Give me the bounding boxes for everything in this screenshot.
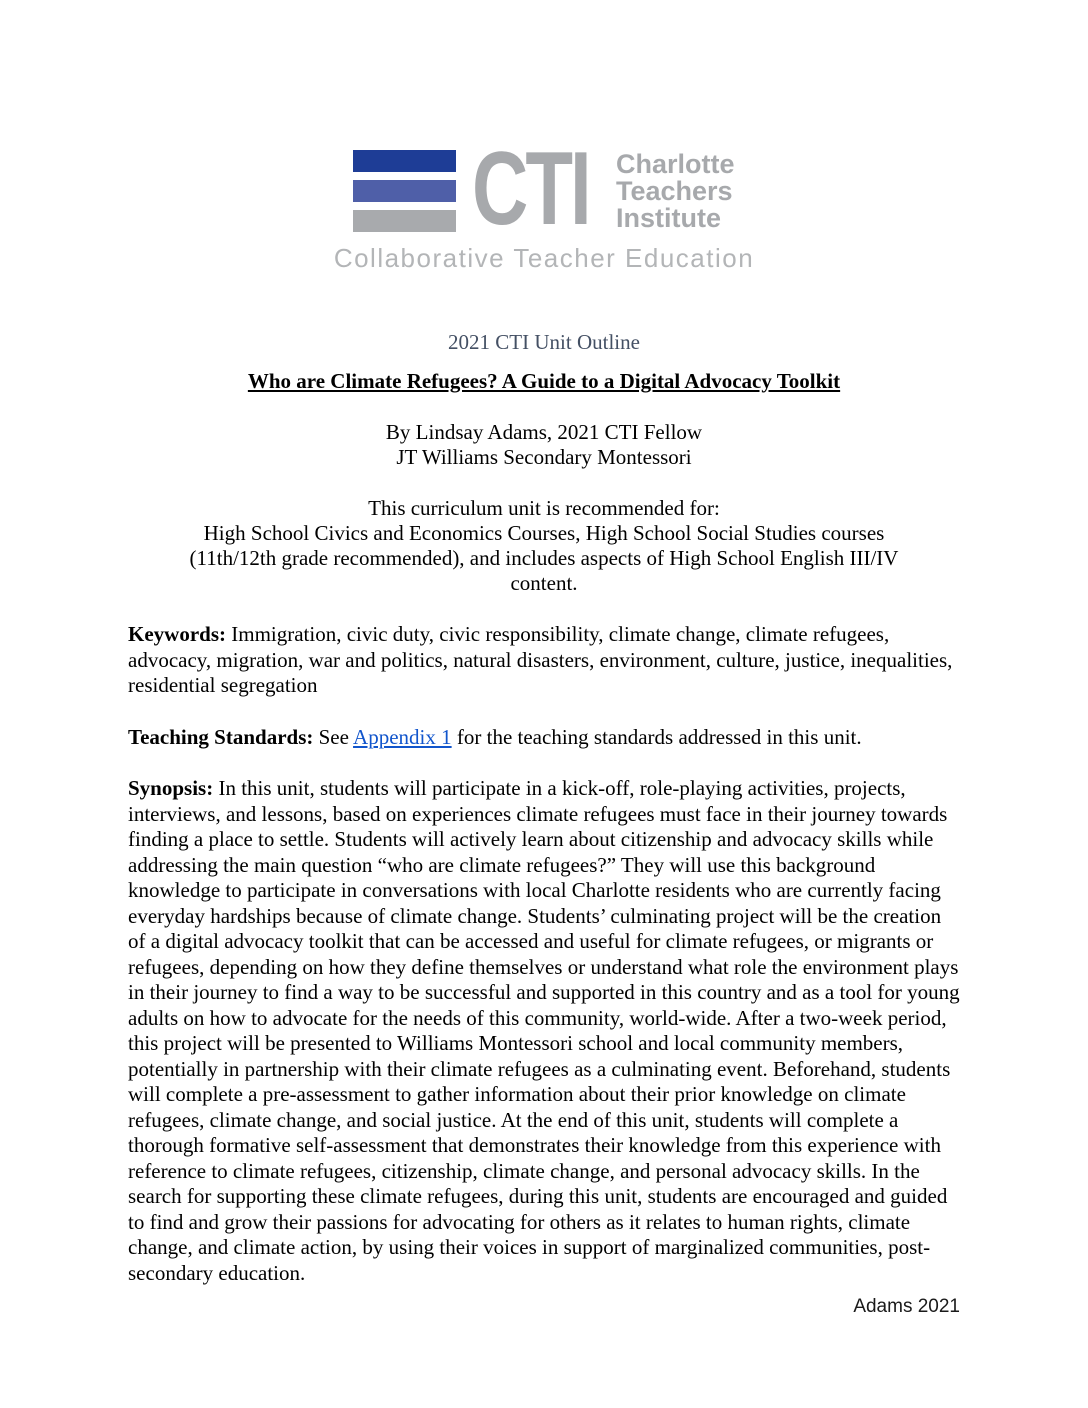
- unit-title: Who are Climate Refugees? A Guide to a Digital Advocacy Toolkit: [247, 369, 841, 393]
- logo-org-name-line3: Institute: [616, 202, 721, 233]
- teaching-standards-label: Teaching Standards:: [128, 724, 314, 749]
- logo-bar-middle: [353, 180, 456, 202]
- keywords-paragraph: [128, 622, 960, 699]
- recommendation-line-4: content.: [510, 571, 578, 595]
- cti-logo: [128, 131, 960, 274]
- keywords-label: Keywords:: [128, 622, 226, 646]
- logo-bars-icon: [353, 150, 456, 232]
- teaching-standards-paragraph: [128, 725, 960, 751]
- recommendation-line-2: High School Civics and Economics Courses, High School Social Studies courses: [203, 521, 885, 545]
- logo-org-name-line1: Charlotte: [616, 148, 735, 179]
- teaching-standards-before-link: See: [318, 724, 349, 749]
- cti-logo-row: [353, 131, 735, 247]
- byline-block: [128, 420, 960, 470]
- synopsis-paragraph: [128, 776, 960, 1286]
- logo-acronym: CTI: [472, 131, 590, 247]
- outline-label: 2021 CTI Unit Outline: [448, 330, 640, 354]
- teaching-standards-after-link: for the teaching standards addressed in this unit.: [456, 724, 862, 749]
- synopsis-text: In this unit, students will participate in a kick-off, role-playing activities, projects, interviews, and lessons, based on experiences climate refugees must face in their journey towards finding a place to settle. Students will actively learn about citizenship and advocacy skills while addressing the main question “who are climate refugees?” They will use this background knowledge to participate in conversations with local Charlotte residents who are currently facing everyday hardships because of climate change. Students’ culminating project will be the creation of a digital advocacy toolkit that can be accessed and useful for climate refugees, or migrants or refugees, depending on how they define themselves or understand what role the environment plays in their journey to find a way to be successful and supported in this country and as a tool for young adults on how to advocate for the needs of this community, world-wide. After a two-week period, this project will be presented to Williams Montessori school and local community members, potentially in partnership with their climate refugees as a culminating event. Beforehand, students will complete a pre-assessment to gather information about their prior knowledge on climate refugees, climate change, and social justice. At the end of this unit, students will complete a thorough formative self-assessment that demonstrates their knowledge from this experience with reference to climate refugees, citizenship, climate change, and personal advocacy skills. In the search for supporting these climate refugees, during this unit, students are encouraged and guided to find and grow their passions for advocating for others as it relates to human rights, climate change, and climate action, by using their voices in support of marginalized communities, post-secondary education.: [128, 776, 960, 1285]
- recommendation-line-3: (11th/12th grade recommended), and includes aspects of High School English III/IV: [189, 546, 899, 570]
- recommendation-block: [128, 496, 960, 596]
- logo-tagline: Collaborative Teacher Education: [333, 243, 755, 273]
- page-footer-author-year: Adams 2021: [853, 1296, 960, 1317]
- appendix-1-link[interactable]: Appendix 1: [353, 724, 452, 749]
- logo-bar-top: [353, 150, 456, 172]
- logo-org-name-line2: Teachers: [616, 175, 733, 206]
- recommendation-line-1: This curriculum unit is recommended for:: [368, 496, 720, 520]
- byline: By Lindsay Adams, 2021 CTI Fellow: [385, 420, 703, 444]
- logo-org-name: [616, 150, 735, 232]
- school-line: JT Williams Secondary Montessori: [396, 445, 692, 469]
- logo-bar-bottom: [353, 210, 456, 232]
- keywords-text: Immigration, civic duty, civic responsibility, climate change, climate refugees, advocacy, migration, war and politics, natural disasters, environment, culture, justice, inequalities, residential segregation: [128, 622, 953, 697]
- synopsis-label: Synopsis:: [128, 776, 214, 800]
